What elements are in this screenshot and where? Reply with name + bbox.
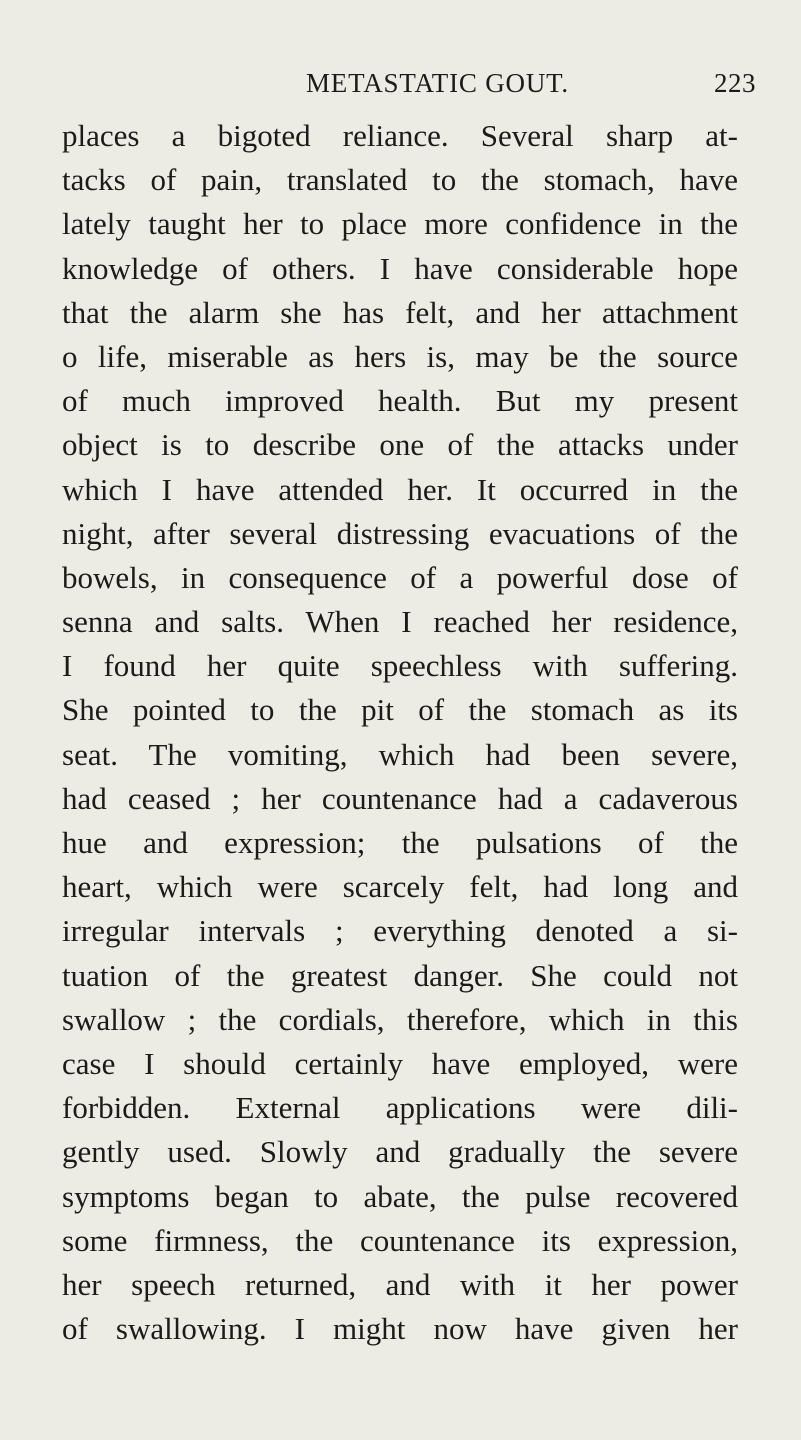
text-line: I found her quite speechless with suffering. bbox=[62, 648, 738, 684]
page-number: 223 bbox=[714, 68, 756, 98]
text-line: of swallowing. I might now have given her bbox=[62, 1311, 738, 1347]
text-line: heart, which were scarcely felt, had long and bbox=[62, 869, 738, 905]
text-line: irregular intervals ; everything denoted a si- bbox=[62, 913, 738, 949]
text-line: lately taught her to place more confidence in the bbox=[62, 206, 738, 242]
text-line: had ceased ; her countenance had a cadaverous bbox=[62, 780, 738, 816]
text-line: She pointed to the pit of the stomach as its bbox=[62, 692, 738, 728]
running-title: METASTATIC GOUT. bbox=[306, 68, 569, 98]
running-header bbox=[0, 66, 801, 100]
text-line: tacks of pain, translated to the stomach, have bbox=[62, 162, 738, 198]
text-line: symptoms began to abate, the pulse recovered bbox=[62, 1178, 738, 1214]
text-line: senna and salts. When I reached her residence, bbox=[62, 604, 738, 640]
text-line: gently used. Slowly and gradually the severe bbox=[62, 1134, 738, 1170]
text-line: that the alarm she has felt, and her attachment bbox=[62, 294, 738, 330]
text-line: forbidden. External applications were dili- bbox=[62, 1090, 738, 1126]
text-line: knowledge of others. I have considerable hope bbox=[62, 250, 738, 286]
text-line: of much improved health. But my present bbox=[62, 383, 738, 419]
text-line: o life, miserable as hers is, may be the source bbox=[62, 338, 738, 374]
text-line: hue and expression; the pulsations of the bbox=[62, 825, 738, 860]
text-line: case I should certainly have employed, were bbox=[62, 1045, 738, 1081]
text-line: night, after several distressing evacuations of the bbox=[62, 515, 738, 551]
text-line: object is to describe one of the attacks under bbox=[62, 427, 738, 463]
text-line: which I have attended her. It occurred in the bbox=[62, 471, 738, 507]
text-line: seat. The vomiting, which had been severe, bbox=[62, 736, 738, 772]
text-line: tuation of the greatest danger. She could not bbox=[62, 957, 738, 993]
text-line: bowels, in consequence of a powerful dose of bbox=[62, 559, 738, 595]
text-line: swallow ; the cordials, therefore, which in this bbox=[62, 1001, 738, 1037]
body-text bbox=[62, 114, 738, 1351]
text-line: places a bigoted reliance. Several sharp at- bbox=[62, 118, 738, 153]
text-line: some firmness, the countenance its expression, bbox=[62, 1222, 738, 1258]
text-line: her speech returned, and with it her power bbox=[62, 1266, 738, 1302]
